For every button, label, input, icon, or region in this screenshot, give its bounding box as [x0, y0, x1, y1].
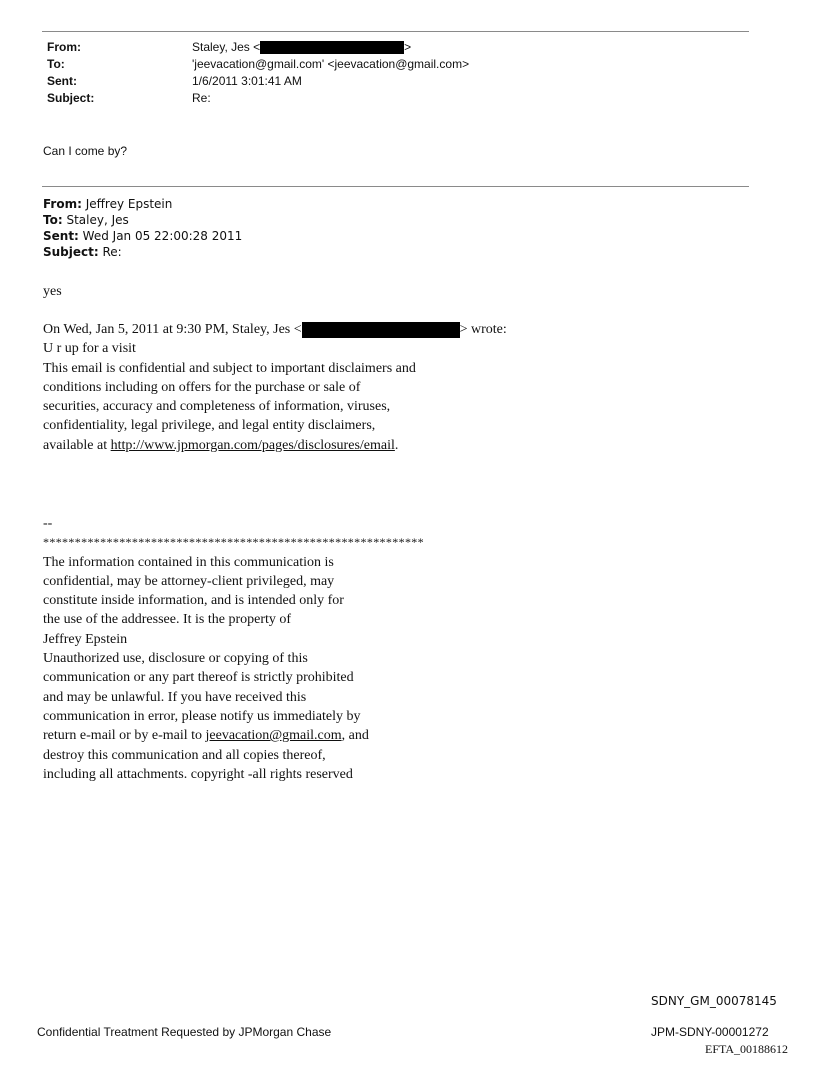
signature-line: and may be unlawful. If you have received this	[43, 689, 307, 705]
to-value: 'jeevacation@gmail.com' <jeevacation@gmail.com>	[192, 57, 470, 71]
from-label: From:	[47, 40, 81, 54]
sent-value: 1/6/2011 3:01:41 AM	[192, 74, 302, 88]
quoted-sent: Sent: Wed Jan 05 22:00:28 2011	[43, 229, 243, 243]
signature-separator: --	[43, 516, 53, 531]
signature-stars: ************************************************************	[43, 535, 424, 550]
signature-line: constitute inside information, and is intended only for	[43, 593, 344, 609]
signature-block	[43, 514, 424, 784]
signature-line: communication in error, please notify us immediately by	[43, 708, 361, 724]
email-link[interactable]: jeevacation@gmail.com	[205, 728, 342, 744]
quoted-reply: yes	[43, 284, 62, 299]
quoted-to: To: Staley, Jes	[43, 213, 129, 227]
bates-sdny: SDNY_GM_00078145	[651, 994, 777, 1008]
signature-line: Unauthorized use, disclosure or copying of this	[43, 651, 308, 667]
signature-line: destroy this communication and all copies thereof,	[43, 747, 326, 763]
quote-divider	[42, 186, 749, 187]
top-divider	[42, 31, 749, 32]
original-line: U r up for a visit	[43, 341, 136, 357]
signature-line: communication or any part thereof is strictly prohibited	[43, 670, 354, 686]
to-label: To:	[47, 57, 65, 71]
bates-efta: EFTA_00188612	[705, 1042, 789, 1056]
subject-label: Subject:	[47, 91, 95, 105]
redaction-box	[302, 322, 460, 338]
subject-value: Re:	[192, 91, 211, 105]
signature-line: confidential, may be attorney-client privileged, may	[43, 573, 335, 589]
quoted-from: From: Jeffrey Epstein	[43, 197, 173, 211]
signature-line: including all attachments. copyright -all rights reserved	[43, 766, 353, 782]
quoted-subject: Subject: Re:	[43, 245, 122, 259]
original-line: confidentiality, legal privilege, and legal entity disclaimers,	[43, 418, 376, 434]
signature-line: the use of the addressee. It is the property of	[43, 612, 292, 628]
redaction-box	[260, 41, 404, 54]
from-value: Staley, Jes < >	[192, 40, 412, 54]
signature-email-line: return e-mail or by e-mail to jeevacation@gmail.com, and	[43, 728, 369, 744]
original-line: This email is confidential and subject to important disclaimers and	[43, 360, 416, 376]
original-last-line: available at http://www.jpmorgan.com/pages/disclosures/email.	[43, 437, 399, 453]
signature-line: The information contained in this communication is	[43, 554, 334, 570]
reply-body: Can I come by?	[43, 144, 128, 158]
original-line: conditions including on offers for the purchase or sale of	[43, 379, 361, 395]
original-intro: On Wed, Jan 5, 2011 at 9:30 PM, Staley, Jes < > wrote:	[43, 322, 507, 337]
disclosures-link[interactable]: http://www.jpmorgan.com/pages/disclosures/email	[110, 437, 395, 453]
original-line: securities, accuracy and completeness of information, viruses,	[43, 399, 391, 415]
signature-line: Jeffrey Epstein	[43, 631, 128, 647]
sent-label: Sent:	[47, 74, 77, 88]
bates-jpm: JPM-SDNY-00001272	[651, 1025, 769, 1039]
original-message	[43, 320, 507, 455]
confidential-note: Confidential Treatment Requested by JPMorgan Chase	[37, 1025, 332, 1039]
